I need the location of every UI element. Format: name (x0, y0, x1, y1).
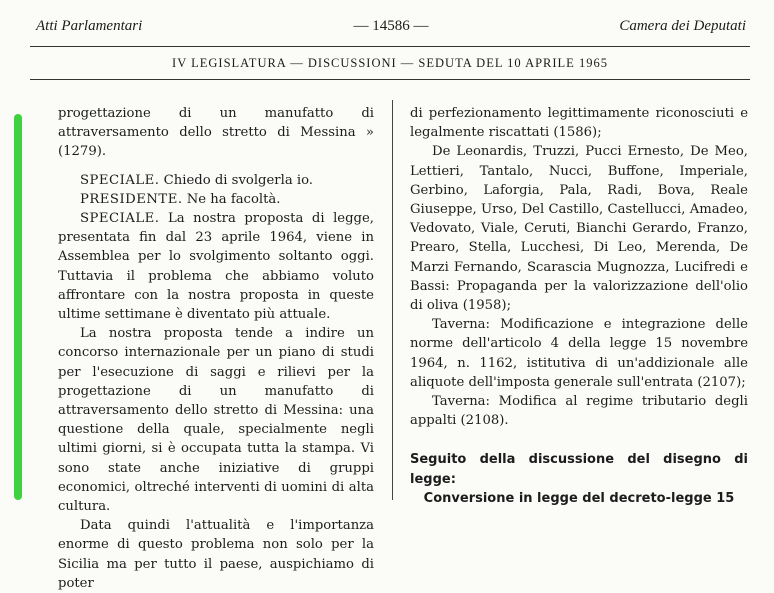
header-right: Camera dei Deputati (619, 18, 746, 34)
speaker-name: SPECIALE. (80, 211, 160, 227)
right-paragraph-2: De Leonardis, Truzzi, Pucci Ernesto, De Meo, Lettieri, Tantalo, Nucci, Buffone, Imperiale, Gerbino, Laforgia, Pala, Radi, Bova, Reale Giuseppe, Urso, Del Castillo, Castellucci, Amadeo, Vedovato, Viale, Ceruti, Bianchi Gerardo, Franzo, Prearo, Stella, Lucchesi, Di Leo, Merenda, De Marzi Fernando, Scarascia Mugnozza, Lucifredi e Bassi: Propaganda per la valorizzazione dell'olio di oliva (1958); (410, 144, 748, 314)
page-number: — 14586 — (353, 18, 429, 34)
section-heading: Seguito della discussione del disegno di legge: (410, 452, 748, 487)
header-left: Atti Parlamentari (36, 18, 143, 34)
left-paragraph-6: Data quindi l'attualità e l'importanza enorme di questo problema non solo per la Sicilia ma per tutto il paese, auspichiamo di poter (58, 518, 374, 591)
right-paragraph-4: Taverna: Modifica al regime tributario degli appalti (2108). (410, 394, 748, 429)
right-paragraph-3: Taverna: Modificazione e integrazione delle norme dell'articolo 4 della legge 15 novembre 1964, n. 1162, istitutiva di un'addizionale alle aliquote dell'imposta generale sull'entrata (2107); (410, 317, 748, 390)
left-paragraph-1: progettazione di un manufatto di attraversamento dello stretto di Messina » (1279). (58, 106, 374, 160)
left-paragraph-4 (58, 209, 374, 324)
left-column (58, 104, 374, 593)
green-highlight-mark (14, 114, 22, 500)
page-header (36, 18, 746, 40)
speaker-name: SPECIALE. (80, 172, 160, 188)
right-column (410, 104, 748, 508)
section-heading-continued: Conversione in legge del decreto-legge 15 (423, 490, 735, 506)
header-rule-bottom (30, 79, 750, 80)
speech-text: La nostra proposta di legge, presentata fin dal 23 aprile 1964, viene in Assemblea per lo svolgimento soltanto oggi. Tuttavia il problema che abbiamo voluto affrontare con la nostra proposta in queste ultime settimane è diventato più attuale. (58, 211, 374, 323)
session-subheader: IV LEGISLATURA — DISCUSSIONI — SEDUTA DEL 10 APRILE 1965 (172, 56, 608, 70)
left-paragraph-2 (58, 171, 374, 190)
header-rule-top (30, 46, 750, 47)
left-paragraph-5: La nostra proposta tende a indire un concorso internazionale per un piano di studi per l'esecuzione di saggi e rilievi per la progettazione di un manufatto di attraversamento dello stretto di Messina: una questione della quale, specialmente negli ultimi giorni, si è occupata tutta la stampa. Vi sono state anche iniziative di gruppi economici, oltreché interventi di uomini di alta cultura. (58, 326, 374, 515)
speech-text: Chiedo di svolgerla io. (163, 172, 313, 188)
left-paragraph-3 (58, 190, 374, 209)
speech-text: Ne ha facoltà. (186, 191, 281, 207)
right-paragraph-1: di perfezionamento legittimamente riconosciuti e legalmente riscattati (1586); (410, 106, 748, 141)
column-divider (392, 100, 393, 500)
speaker-name: PRESIDENTE. (80, 191, 183, 207)
